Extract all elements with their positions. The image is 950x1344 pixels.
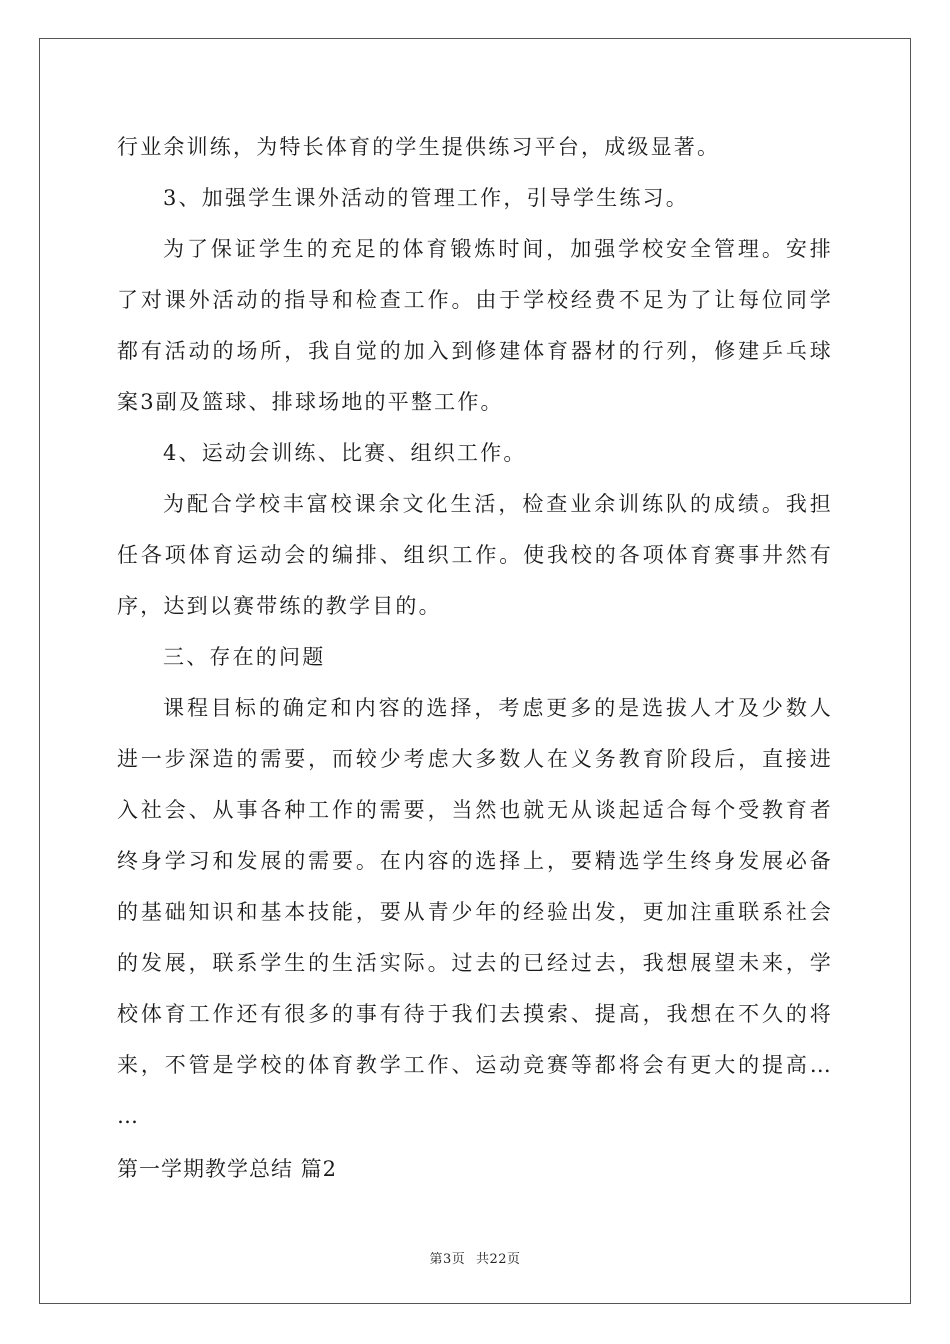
paragraph-line: 了对课外活动的指导和检查工作。由于学校经费不足为了让每位同学 [117, 288, 833, 312]
paragraph-line: 的发展，联系学生的生活实际。过去的已经过去，我想展望未来，学 [117, 951, 833, 975]
paragraph-line: 进一步深造的需要，而较少考虑大多数人在义务教育阶段后，直接进 [117, 747, 833, 771]
paragraph-line: 来，不管是学校的体育教学工作、运动竞赛等都将会有更大的提高… [117, 1053, 833, 1077]
paragraph-line: 为了保证学生的充足的体育锻炼时间，加强学校安全管理。安排 [163, 237, 833, 261]
page-number: 第3页 [429, 1252, 466, 1267]
paragraph-line: 行业余训练，为特长体育的学生提供练习平台，成级显著。 [117, 135, 721, 159]
page-footer [0, 1248, 950, 1267]
paragraph-line: … [117, 1104, 141, 1128]
paragraph-line: 为配合学校丰富校课余文化生活，检查业余训练队的成绩。我担 [163, 492, 833, 516]
paragraph-line: 序，达到以赛带练的教学目的。 [117, 594, 442, 618]
list-item-heading: 4、运动会训练、比赛、组织工作。 [163, 441, 527, 465]
paragraph-line: 都有活动的场所，我自觉的加入到修建体育器材的行列，修建乒乓球 [117, 339, 833, 363]
paragraph-line: 入社会、从事各种工作的需要，当然也就无从谈起适合每个受教育者 [117, 798, 833, 822]
paragraph-line: 课程目标的确定和内容的选择，考虑更多的是选拔人才及少数人 [163, 696, 833, 720]
paragraph-line: 的基础知识和基本技能，要从青少年的经验出发，更加注重联系社会 [117, 900, 833, 924]
document-body [117, 122, 833, 1195]
section-heading: 第一学期教学总结 篇2 [117, 1157, 338, 1181]
paragraph-line: 任各项体育运动会的编排、组织工作。使我校的各项体育赛事井然有 [117, 543, 833, 567]
section-title: 三、存在的问题 [163, 645, 326, 669]
list-item-heading: 3、加强学生课外活动的管理工作，引导学生练习。 [163, 186, 689, 210]
paragraph-line: 终身学习和发展的需要。在内容的选择上，要精选学生终身发展必备 [117, 849, 833, 873]
paragraph-line: 校体育工作还有很多的事有待于我们去摸索、提高，我想在不久的将 [117, 1002, 833, 1026]
page-total: 共22页 [475, 1252, 521, 1267]
paragraph-line: 案3副及篮球、排球场地的平整工作。 [117, 390, 504, 414]
